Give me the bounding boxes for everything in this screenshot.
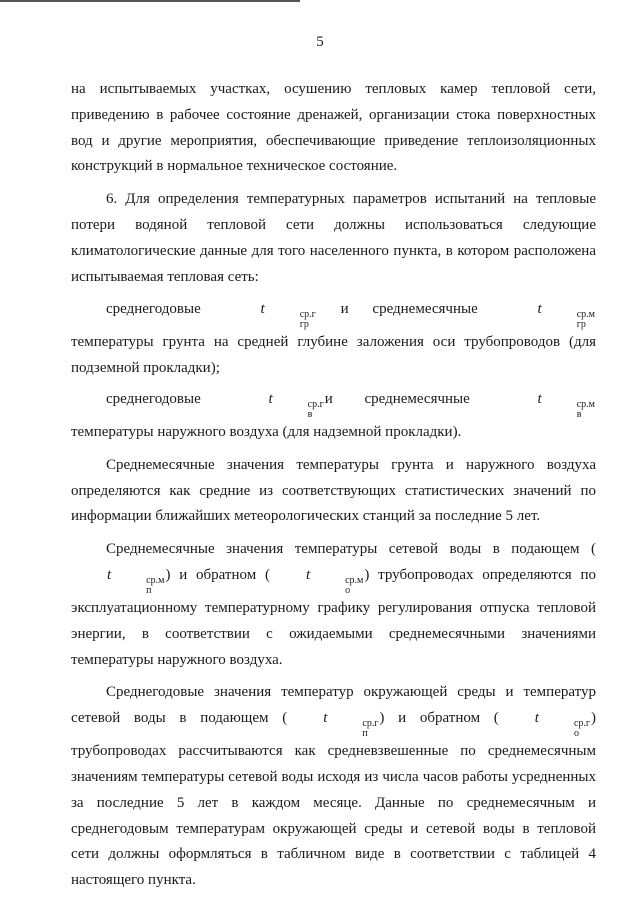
t-v-annual-symbol: t ср.г в <box>268 390 324 420</box>
t-o-annual-symbol: t ср.г о <box>534 710 590 740</box>
paragraph-4: среднегодовые t ср.г в и среднемесячные t ср.м в температуры наружного воздуха (для надземной прокладки). <box>71 387 596 446</box>
paragraph-6: Среднемесячные значения температуры сетевой воды в подающем (t ср.м п ) и обратном ( t ср.м о ) трубопроводах определяются по эксплуатационному температурному графику регулирования отпуска тепловой энергии, в соответствии с ожидаемыми среднемесячными значениями температуры наружного воздуха. <box>71 541 596 668</box>
paragraph-3: среднегодовые t ср.г гр и среднемесячные t ср.м гр температуры грунта на средней глубине заложения оси трубопроводов (для подземной прокладки); <box>71 297 596 382</box>
t-p-monthly-symbol: t ср.м п <box>107 566 165 596</box>
document-body <box>71 77 596 894</box>
t-gr-annual-symbol: t ср.г гр <box>260 301 316 331</box>
top-rule <box>0 0 300 2</box>
t-v-monthly-symbol: t ср.м в <box>537 390 595 420</box>
paragraph-5: Среднемесячные значения температуры грунта и наружного воздуха определяются как средние из соответствующих статистических значений по информации ближайших метеорологических станций за последние 5 лет. <box>71 456 596 525</box>
t-gr-monthly-symbol: t ср.м гр <box>537 301 595 331</box>
page-number: 5 <box>316 34 324 50</box>
paragraph-1: на испытываемых участках, осушению тепловых камер тепловой сети, приведению в рабочее состояние дренажей, организации стока поверхностных вод и другие мероприятия, обеспечивающие приведение теплоизоляционных конструкций в нормальное техническое состояние. <box>71 81 596 175</box>
paragraph-7: Среднегодовые значения температур окружающей среды и температур сетевой воды в подающем ( t ср.г п ) и обратном ( t ср.г о ) трубопроводах рассчитываются как средневзвешенные по среднемесячным значениям температуры сетевой воды исходя из числа часов работы усредненных за последние 5 лет в каждом месяце. Данные по среднемесячным и среднегодовым температурам окружающей среды и сетевой воды в тепловой сети должны оформляться в табличном виде в соответствии с таблицей 4 настоящего пункта. <box>71 684 596 889</box>
t-o-monthly-symbol: t ср.м о <box>305 566 364 596</box>
t-p-annual-symbol: t ср.г п <box>323 710 379 740</box>
paragraph-2: 6. Для определения температурных параметров испытаний на тепловые потери водяной тепловой сети должны использоваться следующие климатологические данные для того населенного пункта, в котором расположена испытываемая тепловая сеть: <box>71 191 596 285</box>
